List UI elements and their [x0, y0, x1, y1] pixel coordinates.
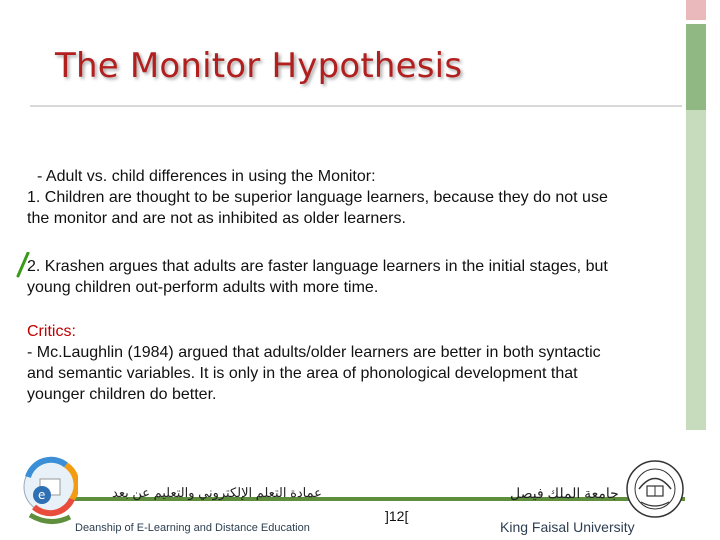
paragraph-adult-child [27, 166, 627, 229]
deanship-arabic: عمادة التعلم الإلكتروني والتعليم عن بعد [112, 485, 322, 500]
paragraph-point-2: 2. Krashen argues that adults are faster language learners in the initial stages, but young children out-perform adults with more time. [27, 258, 608, 296]
paragraph-point-1: 1. Children are thought to be superior language learners, because they do not use the monitor and are not as inhibited as older learners. [27, 189, 608, 227]
university-english: King Faisal University [500, 519, 635, 535]
slide-title: The Monitor Hypothesis [55, 46, 463, 86]
elearning-logo-icon [22, 455, 78, 537]
deanship-english: Deanship of E-Learning and Distance Education [75, 522, 310, 534]
university-seal-icon [625, 458, 685, 520]
paragraph-heading: - Adult vs. child differences in using the Monitor: [37, 168, 376, 185]
university-arabic: جامعة الملك فيصل [510, 485, 619, 501]
accent-bar-light-green [686, 110, 706, 430]
critics-label: Critics: [27, 323, 76, 340]
accent-bar-green [686, 24, 706, 110]
svg-text:e: e [38, 488, 46, 502]
paragraph-critics: - Mc.Laughlin (1984) argued that adults/older learners are better in both syntactic and semantic variables. It is only in the area of phonological development that younger children do better. [27, 344, 601, 403]
page-number: ]12[ [385, 508, 409, 524]
accent-bar-pink [686, 0, 706, 20]
title-divider [30, 105, 682, 107]
